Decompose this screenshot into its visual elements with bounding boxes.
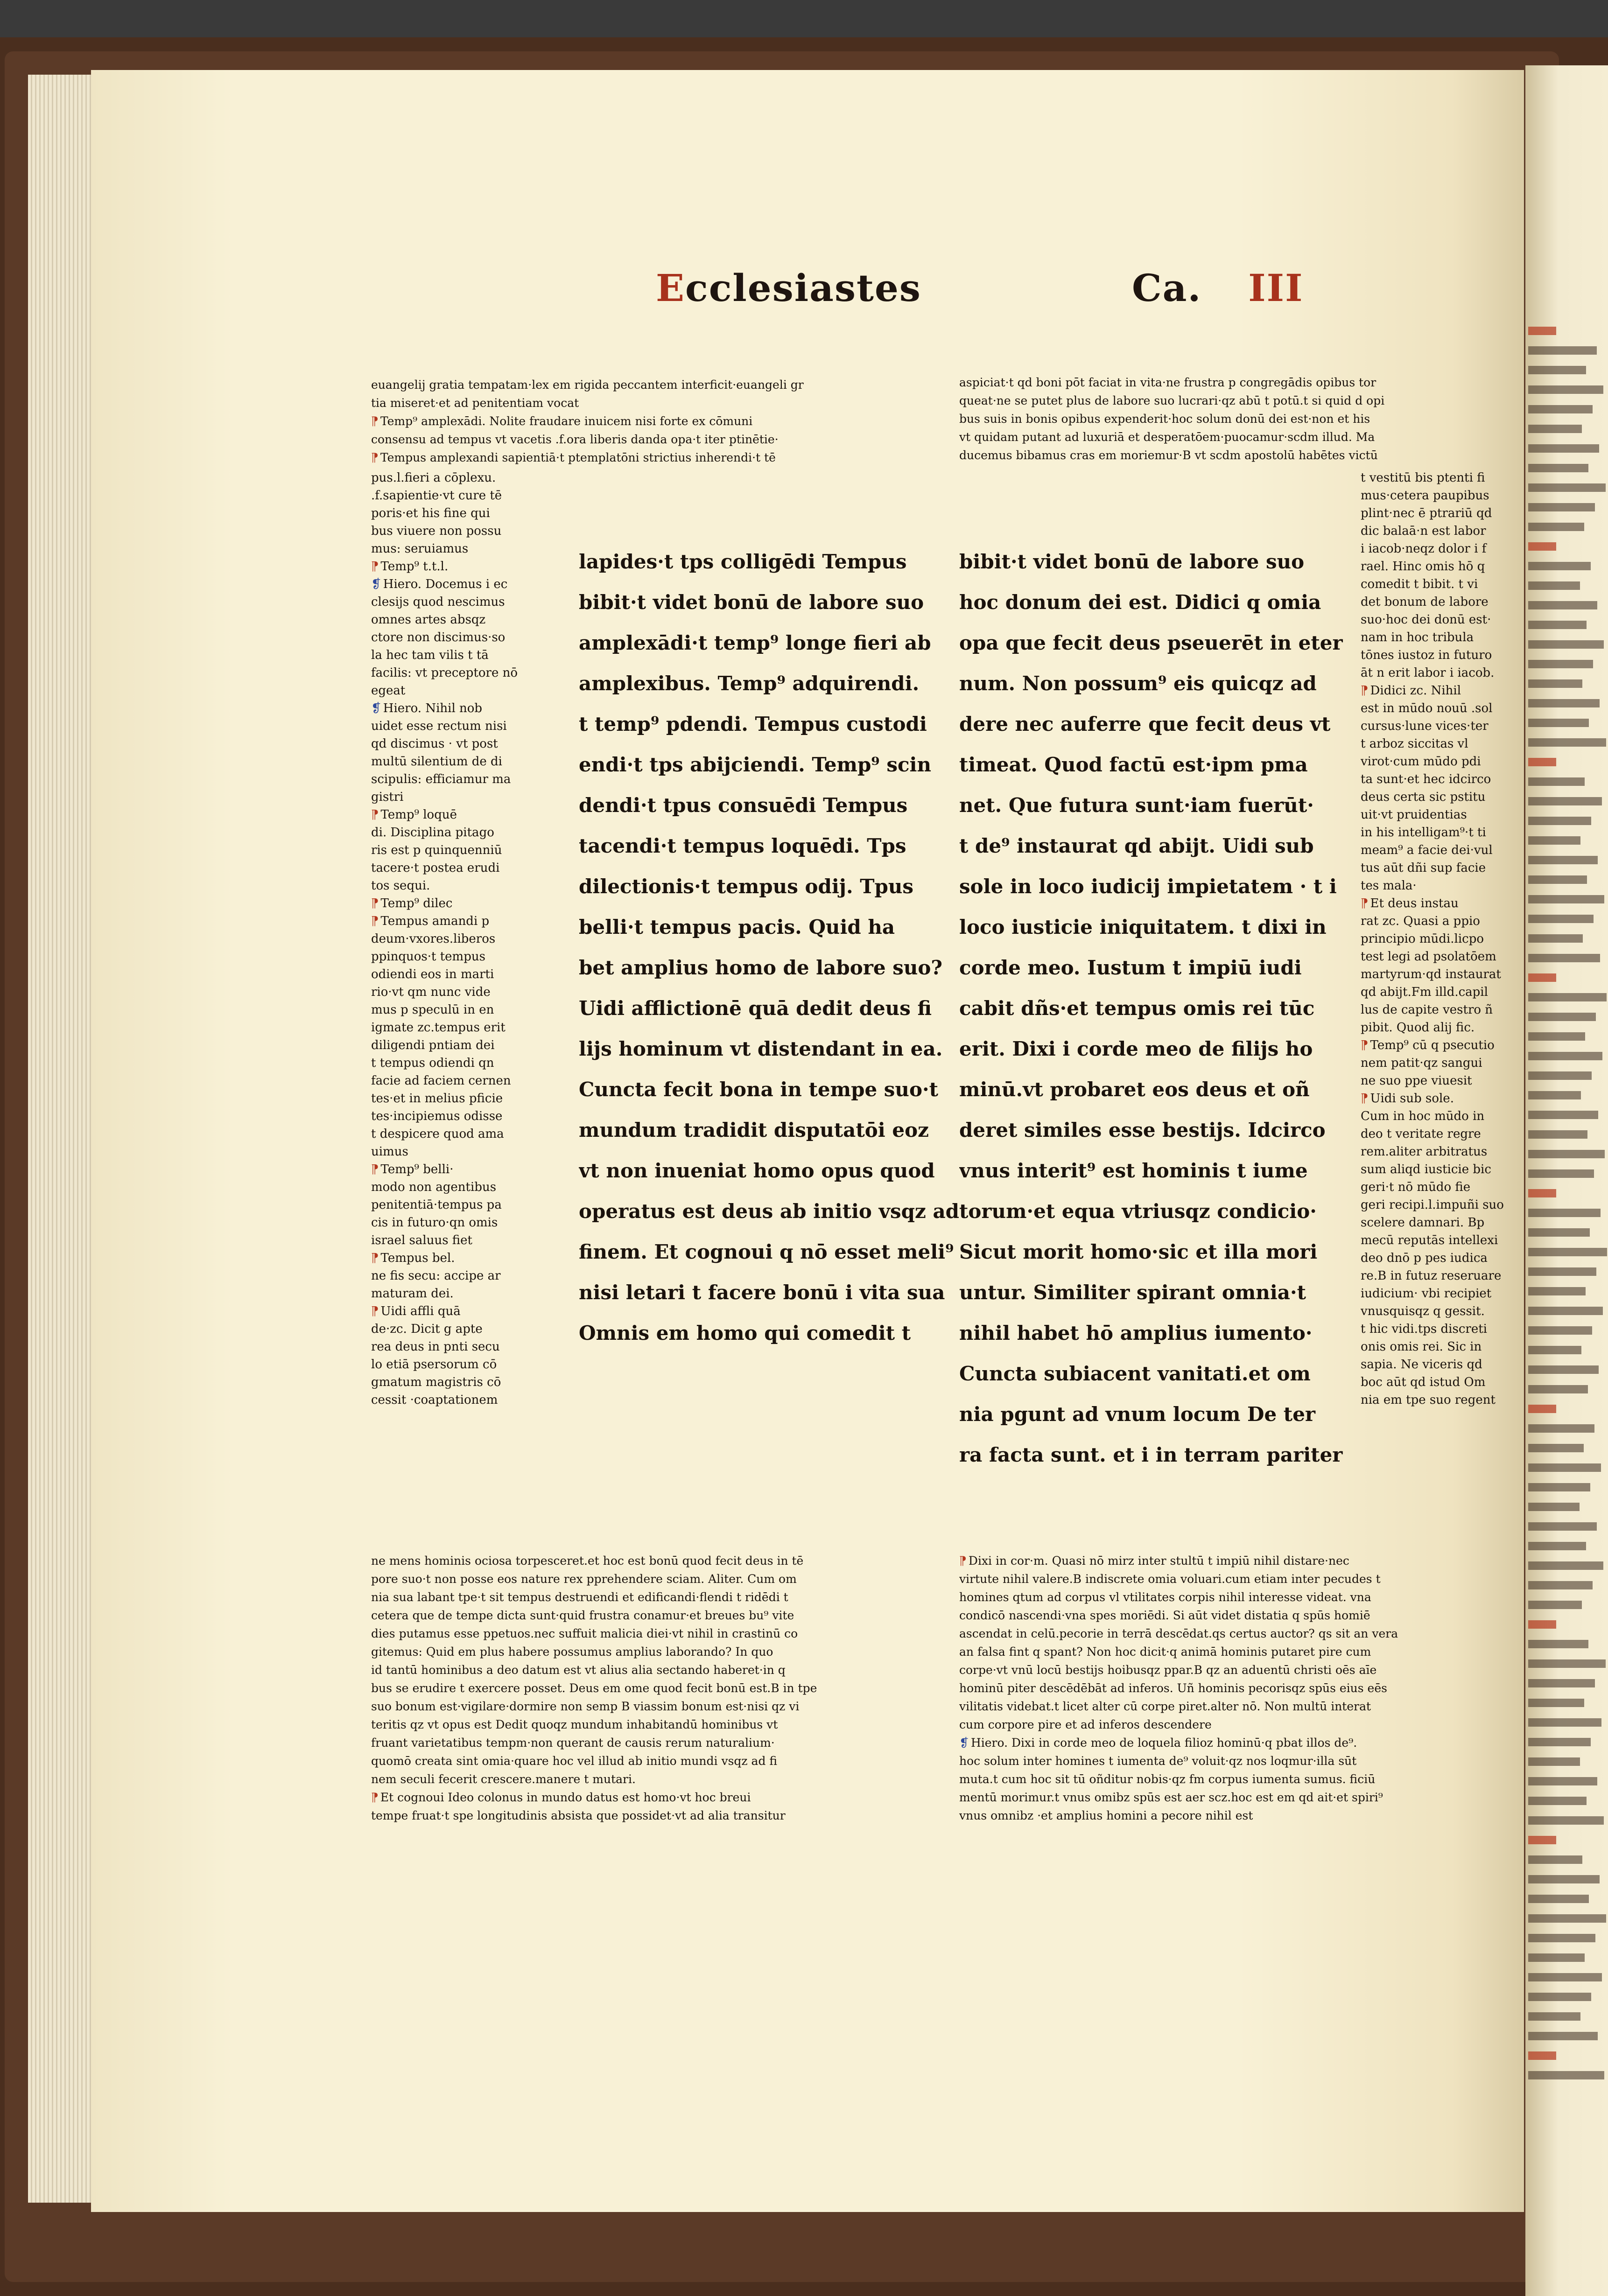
- facing-page-text-line: [1528, 856, 1598, 864]
- facing-page-text-line: [1528, 1973, 1602, 1981]
- right-margin-line: suo·hoc dei donū est·: [1361, 613, 1491, 627]
- facing-page-text-line: [1528, 2032, 1598, 2040]
- facing-page-text-line: [1528, 797, 1602, 805]
- facing-page-text-line: [1528, 1346, 1581, 1354]
- facing-page-text-line: [1528, 601, 1597, 609]
- right-margin-line: i iacob·neqz dolor i f: [1361, 542, 1487, 556]
- right-center-text-line: timeat. Quod factū est·ipm pma: [959, 753, 1308, 776]
- left-margin-line: tos sequi.: [371, 879, 430, 893]
- left-margin-line: cis in futuro·qn omis: [371, 1216, 498, 1230]
- center-text-line: amplexādi·t temp⁹ longe fieri ab: [579, 631, 931, 654]
- left-margin-line: ❡ Hiero. Nihil nob: [371, 700, 525, 717]
- facing-page-text-line: [1528, 1013, 1596, 1021]
- right-margin-line: lus de capite vestro ñ: [1361, 1003, 1493, 1017]
- right-center-text-line: net. Que futura sunt·iam fuerūt·: [959, 794, 1314, 817]
- facing-page-text-line: [1528, 1542, 1586, 1550]
- left-margin-line: modo non agentibus: [371, 1180, 497, 1194]
- facing-page-text-line: [1528, 1228, 1590, 1237]
- center-text-line: bibit·t videt bonū de labore suo: [579, 591, 924, 614]
- facing-page-text-line: [1528, 1052, 1602, 1060]
- facing-page-text-line: [1528, 1385, 1588, 1393]
- right-gloss-top-line: queat·ne se putet plus de labore suo lucrari·qz abū t potū.t si quid d opi: [959, 394, 1385, 407]
- center-text-line: Cuncta fecit bona in tempe suo·t: [579, 1078, 939, 1101]
- facing-page-text-line: [1528, 1895, 1589, 1903]
- right-gloss-mid-line: [959, 531, 1347, 546]
- left-margin-line: ⁋ Temp⁹ t.t.l.: [371, 558, 525, 575]
- right-margin-line: deus certa sic pstitu: [1361, 790, 1486, 804]
- right-gloss-top-line: ducemus bibamus cras em moriemur·B vt scdm apostolū habētes victū: [959, 448, 1378, 462]
- right-center-text-line: loco iusticie iniquitatem. t dixi in: [959, 916, 1327, 938]
- facing-page-text-line: [1528, 2012, 1580, 2021]
- facing-page-text-line: [1528, 2051, 1556, 2060]
- facing-page-text-line: [1528, 1993, 1591, 2001]
- left-gloss-bottom-line: teritis qz vt opus est Dedit quoqz mundum inhabitandū hominibus vt: [371, 1718, 778, 1731]
- left-margin-line: mus p speculū in en: [371, 1003, 494, 1017]
- facing-page-text-line: [1528, 1620, 1556, 1629]
- facing-page-text-line: [1528, 1267, 1596, 1276]
- left-margin-line: penitentiā·tempus pa: [371, 1198, 502, 1212]
- facing-page-text-line: [1528, 1797, 1587, 1805]
- facing-page-text-line: [1528, 660, 1593, 668]
- right-margin-line: ⁋ Didici zc. Nihil: [1361, 682, 1515, 700]
- right-gloss-bottom-line: vnus omnibz ·et amplius homini a pecore nihil est: [959, 1809, 1253, 1822]
- left-margin-line: clesijs quod nescimus: [371, 595, 505, 609]
- right-margin-line: ta sunt·et hec idcirco: [1361, 772, 1491, 786]
- facing-page-text-line: [1528, 2071, 1604, 2079]
- facing-page-text-line: [1528, 1365, 1599, 1374]
- right-gloss-top-line: vt quidam putant ad luxuriā et desperatōem·puocamur·scdm illud. Ma: [959, 430, 1375, 444]
- facing-page-text-line: [1528, 679, 1582, 688]
- right-center-text-line: dere nec auferre que fecit deus vt: [959, 713, 1331, 735]
- left-margin-line: di. Disciplina pitago: [371, 826, 494, 840]
- right-margin-line: rat zc. Quasi a ppio: [1361, 914, 1480, 928]
- center-text-line: mundum tradidit disputatōi eoz: [579, 1119, 929, 1141]
- left-gloss-bottom-line: id tantū hominibus a deo datum est vt alius alia sectando haberet·in q: [371, 1663, 786, 1677]
- right-center-text-line: sole in loco iudicij impietatem · t i: [959, 875, 1337, 898]
- facing-page-text-line: [1528, 1071, 1592, 1080]
- facing-page-text-line: [1528, 915, 1594, 923]
- left-gloss-bottom: [371, 1552, 997, 1841]
- left-margin-line: bus viuere non possu: [371, 524, 502, 538]
- right-margin-line: cursus·lune vices·ter: [1361, 719, 1489, 733]
- left-margin-line: t despicere quod ama: [371, 1127, 504, 1141]
- facing-page-text-line: [1528, 1405, 1556, 1413]
- center-text-line: belli·t tempus pacis. Quid ha: [579, 916, 895, 938]
- center-text-line: dendi·t tpus consuēdi Tempus: [579, 794, 908, 817]
- right-margin-line: rem.aliter arbitratus: [1361, 1145, 1488, 1159]
- right-margin-line: sum aliqd iusticie bic: [1361, 1162, 1491, 1176]
- right-margin-line: in his intelligam⁹·t ti: [1361, 826, 1486, 840]
- left-gloss-bottom-line: quomō creata sint omia·quare hoc vel illud ab initio mundi vsqz ad fi: [371, 1754, 778, 1768]
- facing-page-text-line: [1528, 1640, 1588, 1648]
- left-margin-line: qd discimus · vt post: [371, 737, 498, 751]
- right-center-text-line: num. Non possum⁹ eis quicqz ad: [959, 672, 1317, 695]
- left-margin-line: scipulis: efficiamur ma: [371, 772, 511, 786]
- left-margin-line: ⁋ Temp⁹ dilec: [371, 895, 525, 912]
- facing-page-text-line: [1528, 1111, 1598, 1119]
- facing-page-text-line: [1528, 1914, 1606, 1923]
- right-center-text-line: torum·et equa vtriusqz condicio·: [959, 1200, 1317, 1223]
- left-margin-line: gistri: [371, 790, 404, 804]
- facing-page-text-line: [1528, 1757, 1580, 1766]
- left-margin-line: ppinquos·t tempus: [371, 950, 485, 964]
- left-margin-line: la hec tam vilis t tā: [371, 648, 489, 662]
- facing-page-text-line: [1528, 1816, 1604, 1825]
- left-gloss-top-line: ⁋ Temp⁹ amplexādi. Nolite fraudare inuicem nisi forte ex cōmuni: [371, 412, 997, 430]
- left-margin-line: mus: seruiamus: [371, 542, 469, 556]
- left-margin-line: ⁋ Uidi affli quā: [371, 1302, 525, 1320]
- right-gloss-bottom-line: hoc solum inter homines t iumenta de⁹ voluit·qz nos loqmur·illa sūt: [959, 1754, 1357, 1768]
- facing-page-text-line: [1528, 1130, 1587, 1139]
- left-gloss-bottom-line: ne mens hominis ociosa torpesceret.et hoc est bonū quod fecit deus in tē: [371, 1554, 804, 1568]
- facing-page-text-line: [1528, 1777, 1597, 1785]
- left-margin-line: uimus: [371, 1145, 408, 1159]
- left-margin-line: deum·vxores.liberos: [371, 932, 496, 946]
- facing-page-text-line: [1528, 1953, 1585, 1962]
- facing-page-text-line: [1528, 1699, 1584, 1707]
- left-margin-line: israel saluus fiet: [371, 1233, 472, 1247]
- right-margin-line: ⁋ Uidi sub sole.: [1361, 1090, 1515, 1107]
- right-margin-line: āt n erit labor i iacob.: [1361, 666, 1495, 680]
- right-center-text-line: corde meo. Iustum t impiū iudi: [959, 956, 1302, 979]
- left-margin-line: tes·et in melius pficie: [371, 1092, 503, 1106]
- right-margin-line: ⁋ Et deus instau: [1361, 895, 1515, 912]
- right-margin-line: geri recipi.l.impuñi suo: [1361, 1198, 1504, 1212]
- left-margin-line: omnes artes absqz: [371, 613, 486, 627]
- left-margin-line: t tempus odiendi qn: [371, 1056, 494, 1070]
- right-margin-line: t hic vidi.tps discreti: [1361, 1322, 1487, 1336]
- facing-page-text-line: [1528, 621, 1587, 629]
- chapter-number: III: [1248, 266, 1304, 310]
- center-text-line: lapides·t tps colligēdi Tempus: [579, 550, 907, 573]
- left-gloss-bottom-line: nem seculi fecerit crescere.manere t mutari.: [371, 1772, 636, 1786]
- facing-page-text-line: [1528, 973, 1556, 982]
- right-gloss-bottom-line: cum corpore pire et ad inferos descendere: [959, 1718, 1212, 1731]
- left-margin-line: pus.l.fieri a cōplexu.: [371, 471, 496, 485]
- facing-page-text-line: [1528, 366, 1586, 374]
- right-gloss-bottom-line: vilitatis videbat.t licet alter cū corpe piret.alter nō. Non multū interat: [959, 1700, 1371, 1713]
- right-margin-line: ne suo ppe viuesit: [1361, 1074, 1472, 1088]
- right-margin-line: mus·cetera paupibus: [1361, 489, 1489, 503]
- right-gloss-bottom-line: virtute nihil valere.B indiscrete omia voluari.cum etiam inter pecudes t: [959, 1572, 1381, 1586]
- right-margin-line: tes mala·: [1361, 879, 1417, 893]
- right-margin-line: pibit. Quod alij fic.: [1361, 1021, 1475, 1035]
- facing-page-text-line: [1528, 523, 1584, 531]
- right-margin-line: qd abijt.Fm illd.capil: [1361, 985, 1488, 999]
- center-text-line: dilectionis·t tempus odij. Tpus: [579, 875, 914, 898]
- right-margin-line: nia em tpe suo regent: [1361, 1393, 1496, 1407]
- center-text-line: lijs hominum vt distendant in ea.: [579, 1037, 943, 1060]
- right-center-text-line: opa que fecit deus pseuerēt in eter: [959, 631, 1343, 654]
- right-margin-line: boc aūt qd istud Om: [1361, 1375, 1486, 1389]
- facing-page-text-line: [1528, 1424, 1594, 1433]
- left-margin-line: ⁋ Tempus amandi p: [371, 912, 525, 930]
- left-margin-line: ❡ Hiero. Docemus i ec: [371, 575, 525, 593]
- facing-page-text-line: [1528, 777, 1585, 786]
- right-margin-line: t arboz siccitas vl: [1361, 737, 1468, 751]
- left-gloss-bottom-line: pore suo·t non posse eos nature rex pprehendere sciam. Aliter. Cum om: [371, 1572, 797, 1586]
- facing-page-text-line: [1528, 1718, 1601, 1727]
- facing-page-text-line: [1528, 1287, 1586, 1295]
- right-gloss-top: [959, 373, 1561, 467]
- right-margin-gloss: [1361, 469, 1515, 1491]
- right-margin-line: Cum in hoc mūdo in: [1361, 1109, 1485, 1123]
- right-margin-line: ⁋ Temp⁹ cū q psecutio: [1361, 1036, 1515, 1054]
- facing-page-text-line: [1528, 836, 1580, 845]
- right-gloss-bottom-line: hominū piter descēdēbāt ad inferos. Uñ hominis pecorisqz spūs eius eēs: [959, 1681, 1387, 1695]
- facing-page-text-line: [1528, 1209, 1601, 1217]
- right-margin-line: onis omis rei. Sic in: [1361, 1340, 1482, 1354]
- left-margin-line: ⁋ Temp⁹ loquē: [371, 806, 525, 824]
- right-margin-line: tōnes iustoz in futuro: [1361, 648, 1492, 662]
- right-center-text-line: untur. Similiter spirant omnia·t: [959, 1281, 1306, 1304]
- right-gloss-top-line: bus suis in bonis opibus expenderit·hoc solum donū dei est·non et his: [959, 412, 1370, 426]
- facing-page-text-line: [1528, 1679, 1595, 1687]
- facing-page-text-line: [1528, 1463, 1601, 1472]
- left-margin-line: diligendi pntiam dei: [371, 1038, 495, 1052]
- center-text-line: operatus est deus ab initio vsqz ad: [579, 1200, 960, 1223]
- right-gloss-bottom-line: an falsa fint q spant? Non hoc dicit·q animā hominis putaret pire cum: [959, 1645, 1371, 1659]
- right-margin-line: rael. Hinc omis hō q: [1361, 560, 1485, 574]
- facing-page-text-line: [1528, 425, 1582, 433]
- right-margin-line: plint·nec ē ptrariū qd: [1361, 506, 1492, 520]
- facing-page-text-line: [1528, 934, 1583, 943]
- facing-page-text-line: [1528, 1150, 1605, 1158]
- left-margin-gloss: [371, 469, 525, 1552]
- right-margin-line: deo t veritate regre: [1361, 1127, 1481, 1141]
- facing-page-text-line: [1528, 1483, 1590, 1491]
- left-gloss-bottom-line: gitemus: Quid em plus habere possumus amplius laborando? In quo: [371, 1645, 773, 1659]
- right-margin-line: comedit t bibit. t vi: [1361, 577, 1478, 591]
- left-margin-line: igmate zc.tempus erit: [371, 1021, 506, 1035]
- right-center-text-line: bibit·t videt bonū de labore suo: [959, 550, 1305, 573]
- left-margin-line: tes·incipiemus odisse: [371, 1109, 503, 1123]
- facing-page-text-line: [1528, 327, 1556, 335]
- right-margin-line: dic balaā·n est labor: [1361, 524, 1486, 538]
- right-gloss-bottom-line: condicō nascendi·vna spes moriēdi. Si aūt videt distatia q spūs homiē: [959, 1609, 1370, 1622]
- center-text-line: t temp⁹ pdendi. Tempus custodi: [579, 713, 927, 735]
- facing-page-text-line: [1528, 1561, 1603, 1570]
- center-main-text: [579, 541, 980, 1498]
- center-text-line: amplexibus. Temp⁹ adquirendi.: [579, 672, 920, 695]
- facing-page-text-line: [1528, 758, 1556, 766]
- left-gloss-top-line: euangelij gratia tempatam·lex em rigida peccantem interficit·euangeli gr: [371, 378, 804, 392]
- facing-page-text-line: [1528, 503, 1595, 511]
- left-margin-line: lo etiā psersorum cō: [371, 1358, 497, 1372]
- center-text-line: nisi letari t facere bonū i vita sua: [579, 1281, 945, 1304]
- facing-page-text-line: [1528, 1444, 1584, 1452]
- right-margin-line: re.B in futuz reseruare: [1361, 1269, 1502, 1283]
- right-gloss-bottom-line: ❡ Hiero. Dixi in corde meo de loquela filioz hominū·q pbat illos de⁹.: [959, 1734, 1561, 1752]
- facing-page-text-line: [1528, 1659, 1606, 1668]
- right-center-text-line: nia pgunt ad vnum locum De ter: [959, 1403, 1316, 1426]
- left-margin-line: ⁋ Temp⁹ belli·: [371, 1161, 525, 1178]
- left-margin-line: multū silentium de di: [371, 755, 502, 769]
- facing-page-text-line: [1528, 1855, 1582, 1864]
- right-center-text-line: cabit dñs·et tempus omis rei tūc: [959, 997, 1315, 1020]
- facing-page-text-line: [1528, 1738, 1591, 1746]
- right-margin-line: sapia. Ne viceris qd: [1361, 1358, 1482, 1372]
- chapter-label: Ca.: [1132, 266, 1202, 310]
- chapter-heading: [1132, 266, 1303, 310]
- center-text-line: Omnis em homo qui comedit t: [579, 1322, 911, 1344]
- right-center-text-line: ra facta sunt. et i in terram pariter: [959, 1443, 1343, 1466]
- left-gloss-top: [371, 376, 997, 469]
- right-gloss-bottom: [959, 1552, 1561, 1841]
- right-main-text: [959, 541, 1347, 1498]
- facing-page-text-line: [1528, 1169, 1594, 1178]
- facing-page-text-line: [1528, 581, 1580, 590]
- right-gloss-bottom-line: ⁋ Dixi in cor·m. Quasi nō mirz inter stultū t impiū nihil distare·nec: [959, 1552, 1561, 1570]
- right-gloss-mid-line: [959, 476, 1347, 494]
- right-center-text-line: Cuncta subiacent vanitati.et om: [959, 1362, 1311, 1385]
- facing-page-edge: [1525, 65, 1608, 2296]
- facing-page-text-line: [1528, 1503, 1580, 1511]
- facing-page-text-line: [1528, 405, 1593, 413]
- left-margin-line: de·zc. Dicit g apte: [371, 1322, 483, 1336]
- left-margin-line: facilis: vt preceptore nō: [371, 666, 518, 680]
- left-margin-line: facie ad faciem cernen: [371, 1074, 511, 1088]
- right-gloss-mid-line: [959, 494, 1347, 512]
- left-gloss-top-line: tia miseret·et ad penitentiam vocat: [371, 396, 579, 410]
- facing-page-text-line: [1528, 1307, 1603, 1315]
- right-margin-line: martyrum·qd instaurat: [1361, 967, 1501, 981]
- left-margin-line: ⁋ Tempus bel.: [371, 1249, 525, 1267]
- left-gloss-bottom-line: dies putamus esse ppetuos.nec suffuit malicia diei·vt nihil in crastinū co: [371, 1627, 798, 1640]
- right-center-text-line: vnus interit⁹ est hominis t iume: [959, 1159, 1308, 1182]
- right-center-text-line: nihil habet hō amplius iumento·: [959, 1322, 1313, 1344]
- left-gloss-bottom-line: ⁋ Et cognoui Ideo colonus in mundo datus est homo·vt hoc breui: [371, 1788, 997, 1806]
- right-margin-line: mecū reputās intellexi: [1361, 1233, 1498, 1247]
- facing-page-text-line: [1528, 1091, 1581, 1099]
- left-gloss-top-line: ⁋ Tempus amplexandi sapientiā·t ptemplatōni strictius inherendi·t tē: [371, 448, 997, 467]
- facing-page-text-line: [1528, 875, 1587, 884]
- left-gloss-bottom-line: bus se erudire t exercere posset. Deus em ome quod fecit bonū est.B in tpe: [371, 1681, 817, 1695]
- right-center-text-line: erit. Dixi i corde meo de filijs ho: [959, 1037, 1313, 1060]
- right-gloss-bottom-line: mentū morimur.t vnus omibz spūs est aer scz.hoc est em qd ait·et spiri⁹: [959, 1791, 1383, 1804]
- facing-page-text-line: [1528, 817, 1591, 825]
- left-gloss-bottom-line: suo bonum est·vigilare·dormire non semp B viassim bonum est·nisi qz vi: [371, 1700, 800, 1713]
- facing-page-text-line: [1528, 346, 1597, 355]
- center-text-line: bet amplius homo de labore suo?: [579, 956, 943, 979]
- facing-page-text-line: [1528, 895, 1604, 903]
- left-margin-line: ctore non discimus·so: [371, 630, 506, 644]
- facing-page-text-line: [1528, 1601, 1582, 1609]
- center-text-line: finem. Et cognoui q nō esset meli⁹: [579, 1240, 954, 1263]
- right-margin-line: geri·t nō mūdo fie: [1361, 1180, 1471, 1194]
- right-gloss-bottom-line: muta.t cum hoc sit tū oñditur nobis·qz fm corpus iumenta sumus. ficiū: [959, 1772, 1376, 1786]
- left-margin-line: rea deus in pnti secu: [371, 1340, 500, 1354]
- center-text-line: Uidi afflictionē quā dedit deus fi: [579, 997, 932, 1020]
- left-gloss-top-line: consensu ad tempus vt vacetis .f.ora liberis danda opa·t iter ptinētie·: [371, 433, 779, 446]
- book-page: [91, 70, 1524, 2212]
- right-margin-line: tus aūt dñi sup facie: [1361, 861, 1486, 875]
- facing-page-text-line: [1528, 464, 1588, 472]
- left-gloss-bottom-line: cetera que de tempe dicta sunt·quid frustra conamur·et breues bu⁹ vite: [371, 1609, 794, 1622]
- facing-page-text-line: [1528, 1934, 1595, 1942]
- facing-page-text-line: [1528, 738, 1606, 747]
- right-gloss-bottom-line: homines qtum ad corpus vl vtilitates corpis nihil interesse videat. vna: [959, 1590, 1371, 1604]
- right-gloss-top-line: aspiciat·t qd boni pōt faciat in vita·ne frustra p congregādis opibus tor: [959, 376, 1376, 389]
- right-margin-line: t vestitū bis ptenti fi: [1361, 471, 1485, 485]
- center-text-line: endi·t tps abijciendi. Temp⁹ scin: [579, 753, 932, 776]
- center-text-line: tacendi·t tempus loquēdi. Tps: [579, 834, 906, 857]
- right-margin-line: nem patit·qz sangui: [1361, 1056, 1482, 1070]
- facing-page-text-line: [1528, 954, 1600, 962]
- facing-page-text-line: [1528, 444, 1599, 453]
- left-gloss-bottom-line: fruant varietatibus tempm·non querant de causis rerum naturalium·: [371, 1736, 775, 1750]
- facing-page-text-line: [1528, 1189, 1556, 1197]
- left-gloss-bottom-line: nia sua labant tpe·t sit tempus destruendi et edificandi·flendi t ridēdi t: [371, 1590, 788, 1604]
- facing-page-text-line: [1528, 1032, 1585, 1041]
- center-text-line: vt non inueniat homo opus quod: [579, 1159, 935, 1182]
- left-margin-line: rio·vt qm nunc vide: [371, 985, 491, 999]
- right-margin-line: deo dnō p pes iudica: [1361, 1251, 1488, 1265]
- left-margin-line: ne fis secu: accipe ar: [371, 1269, 501, 1283]
- right-margin-line: uit·vt pruidentias: [1361, 808, 1467, 822]
- left-gloss-bottom-line: tempe fruat·t spe longitudinis absista que possidet·vt ad alia transitur: [371, 1809, 786, 1822]
- running-title: Ecclesiastes: [656, 266, 921, 310]
- right-margin-line: est in mūdo nouū .sol: [1361, 701, 1493, 715]
- left-margin-line: odiendi eos in marti: [371, 967, 494, 981]
- right-margin-line: vnusquisqz q gessit.: [1361, 1304, 1485, 1318]
- facing-page-text-line: [1528, 385, 1603, 394]
- left-margin-line: ris est p quinquenniū: [371, 843, 502, 857]
- right-center-text-line: deret similes esse bestijs. Idcirco: [959, 1119, 1326, 1141]
- facing-page-text-line: [1528, 719, 1589, 727]
- facing-page-text-line: [1528, 542, 1556, 551]
- right-margin-line: virot·cum mūdo pdi: [1361, 755, 1481, 769]
- right-center-text-line: minū.vt probaret eos deus et oñ: [959, 1078, 1310, 1101]
- left-margin-line: maturam dei.: [371, 1287, 454, 1301]
- facing-page-text-line: [1528, 699, 1600, 707]
- left-margin-line: uidet esse rectum nisi: [371, 719, 507, 733]
- right-center-text-line: hoc donum dei est. Didici q omia: [959, 591, 1321, 614]
- left-margin-line: .f.sapientie·vt cure tē: [371, 489, 502, 503]
- right-gloss-bottom-line: corpe·vt vnū locū bestijs hoibusqz ppar.B qz an aduentū christi oēs aīe: [959, 1663, 1377, 1677]
- right-margin-line: meam⁹ a facie dei·vul: [1361, 843, 1493, 857]
- page-edges: [28, 75, 93, 2203]
- left-margin-line: tacere·t postea erudi: [371, 861, 500, 875]
- facing-page-text-line: [1528, 1248, 1607, 1256]
- right-margin-line: iudicium· vbi recipiet: [1361, 1287, 1492, 1301]
- facing-page-text-line: [1528, 640, 1604, 649]
- facing-page-text-line: [1528, 483, 1606, 492]
- facing-page-text-line: [1528, 562, 1591, 570]
- right-margin-line: scelere damnari. Bp: [1361, 1216, 1485, 1230]
- facing-page-text-line: [1528, 993, 1607, 1001]
- left-margin-line: gmatum magistris cō: [371, 1375, 501, 1389]
- facing-page-text-line: [1528, 1875, 1600, 1883]
- right-margin-line: nam in hoc tribula: [1361, 630, 1474, 644]
- right-center-text-line: Sicut morit homo·sic et illa mori: [959, 1240, 1318, 1263]
- left-margin-line: poris·et his fine qui: [371, 506, 490, 520]
- left-margin-line: cessit ·coaptationem: [371, 1393, 498, 1407]
- right-margin-line: principio mūdi.licpo: [1361, 932, 1484, 946]
- right-margin-line: det bonum de labore: [1361, 595, 1489, 609]
- right-margin-line: test legi ad psolatōem: [1361, 950, 1496, 964]
- facing-page-text-line: [1528, 1836, 1556, 1844]
- facing-page-text-line: [1528, 1522, 1597, 1531]
- facing-page-text-line: [1528, 1326, 1592, 1335]
- right-gloss-mid-line: [959, 512, 1347, 531]
- facing-page-text-line: [1528, 1581, 1593, 1589]
- right-center-text-line: t de⁹ instaurat qd abijt. Uidi sub: [959, 834, 1314, 857]
- left-margin-line: egeat: [371, 684, 406, 698]
- right-gloss-bottom-line: ascendat in celū.pecorie in terrā descēdat.qs certus auctor? qs sit an vera: [959, 1627, 1398, 1640]
